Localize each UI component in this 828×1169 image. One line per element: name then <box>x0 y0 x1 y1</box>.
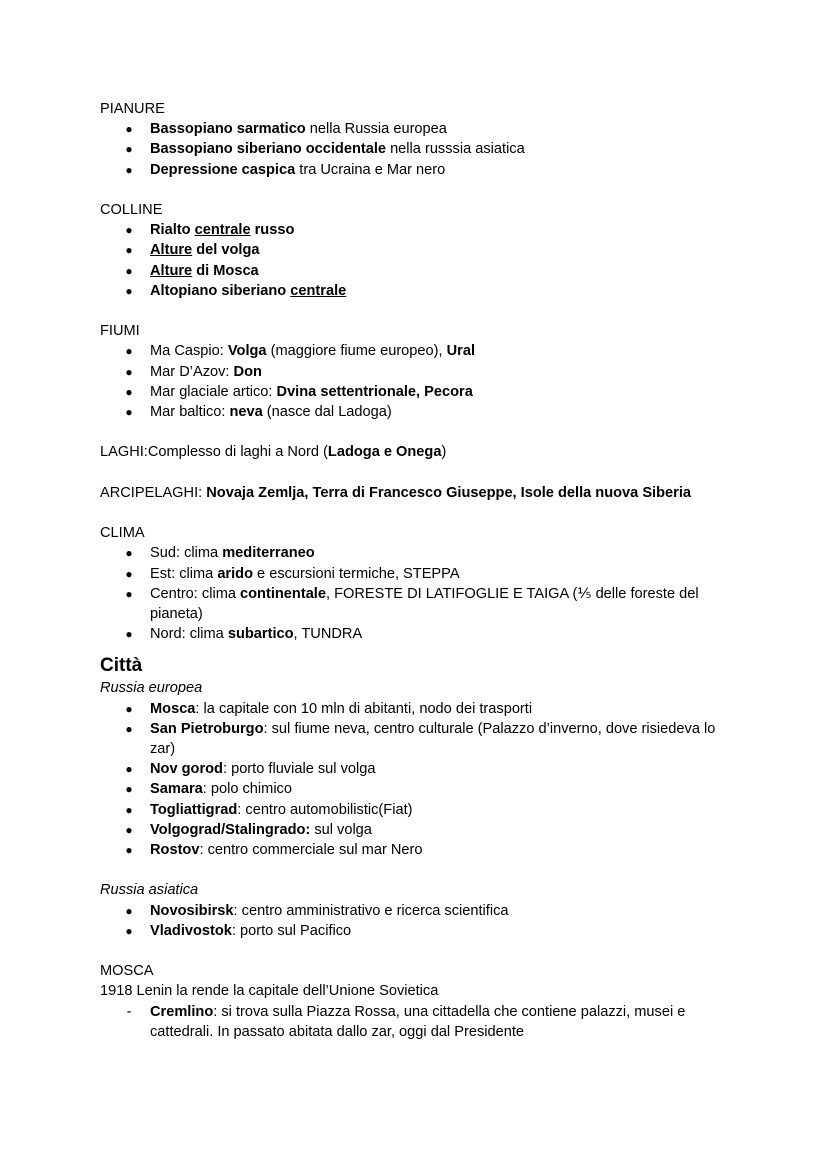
list-item: ● Depressione caspica tra Ucraina e Mar nero <box>100 160 740 180</box>
bullet-icon: ● <box>125 405 133 420</box>
list-item: ● Est: clima arido e escursioni termiche, STEPPA <box>100 564 740 584</box>
list-item: ● Ma Caspio: Volga (maggiore fiume europeo), Ural <box>100 341 740 361</box>
arcipelaghi-line: ARCIPELAGHI: Novaja Zemlja, Terra di Francesco Giuseppe, Isole della nuova Siberia <box>100 484 691 501</box>
list-colline <box>100 220 740 301</box>
bullet-icon: ● <box>125 586 133 601</box>
bullet-icon: ● <box>125 142 133 157</box>
list-item: ● Mosca: la capitale con 10 mln di abitanti, nodo dei trasporti <box>100 699 740 719</box>
bullet-icon: ● <box>125 122 133 137</box>
list-item: ● Novosibirsk: centro amministrativo e ricerca scientifica <box>100 901 740 921</box>
bullet-icon: ● <box>125 364 133 379</box>
bullet-icon: ● <box>125 263 133 278</box>
list-item: ● Alture di Mosca <box>100 261 740 281</box>
list-item: ● Rostov: centro commerciale sul mar Nero <box>100 840 740 860</box>
heading-colline: COLLINE <box>100 202 163 218</box>
list-item: ● Rialto centrale russo <box>100 220 740 240</box>
bullet-icon: ● <box>125 384 133 399</box>
dash-icon: - <box>126 1003 132 1020</box>
bullet-icon: ● <box>125 627 133 642</box>
list-item: ● Mar baltico: neva (nasce dal Ladoga) <box>100 402 740 422</box>
list-item: ● Togliattigrad: centro automobilistic(Fiat) <box>100 800 740 820</box>
list-item: ● Mar glaciale artico: Dvina settentrionale, Pecora <box>100 382 740 402</box>
list-citta-europea <box>100 699 740 861</box>
bullet-icon: ● <box>125 223 133 238</box>
list-item: ● Samara: polo chimico <box>100 779 740 799</box>
bullet-icon: ● <box>125 802 133 817</box>
bullet-icon: ● <box>125 762 133 777</box>
list-item: - Cremlino: si trova sulla Piazza Rossa, una cittadella che contiene palazzi, musei e cattedrali. In passato abitata dallo zar, oggi dal Presidente <box>100 1002 740 1042</box>
list-pianure <box>100 119 740 180</box>
bullet-icon: ● <box>125 243 133 258</box>
section-title-citta: Città <box>100 655 143 677</box>
bullet-icon: ● <box>125 162 133 177</box>
bullet-icon: ● <box>125 903 133 918</box>
list-citta-asiatica <box>100 901 740 941</box>
subheading-russia-asiatica: Russia asiatica <box>100 882 199 899</box>
heading-clima: CLIMA <box>100 525 145 542</box>
document-page <box>100 99 740 1042</box>
bullet-icon: ● <box>125 566 133 581</box>
list-item: ● Sud: clima mediterraneo <box>100 543 740 563</box>
heading-pianure: PIANURE <box>100 101 165 117</box>
list-item: ● Centro: clima continentale, FORESTE DI LATIFOGLIE E TAIGA (⅕ delle foreste del pianeta) <box>100 584 740 624</box>
mosca-line: 1918 Lenin la rende la capitale dell’Unione Sovietica <box>100 983 439 1000</box>
bullet-icon: ● <box>125 344 133 359</box>
bullet-icon: ● <box>125 701 133 716</box>
list-item: ● Vladivostok: porto sul Pacifico <box>100 921 740 941</box>
bullet-icon: ● <box>125 283 133 298</box>
bullet-icon: ● <box>125 546 133 561</box>
list-item: ● San Pietroburgo: sul fiume neva, centro culturale (Palazzo d’inverno, dove risiedeva lo zar) <box>100 719 740 759</box>
list-item: ● Altopiano siberiano centrale <box>100 281 740 301</box>
list-item: ● Mar D’Azov: Don <box>100 362 740 382</box>
bullet-icon: ● <box>125 721 133 736</box>
list-item: ● Alture del volga <box>100 240 740 260</box>
list-fiumi <box>100 341 740 422</box>
list-clima <box>100 543 740 644</box>
bullet-icon: ● <box>125 822 133 837</box>
laghi-line: LAGHI:Complesso di laghi a Nord (Ladoga e Onega) <box>100 444 447 461</box>
bullet-icon: ● <box>125 782 133 797</box>
subheading-russia-europea: Russia europea <box>100 680 203 697</box>
list-item: ● Nord: clima subartico, TUNDRA <box>100 624 740 644</box>
list-item: ● Nov gorod: porto fluviale sul volga <box>100 759 740 779</box>
bullet-icon: ● <box>125 843 133 858</box>
list-item: ● Bassopiano sarmatico nella Russia europea <box>100 119 740 139</box>
list-mosca <box>100 1002 740 1042</box>
bullet-icon: ● <box>125 923 133 938</box>
list-item: ● Bassopiano siberiano occidentale nella russsia asiatica <box>100 139 740 159</box>
list-item: ● Volgograd/Stalingrado: sul volga <box>100 820 740 840</box>
heading-fiumi: FIUMI <box>100 323 140 340</box>
heading-mosca: MOSCA <box>100 963 154 980</box>
